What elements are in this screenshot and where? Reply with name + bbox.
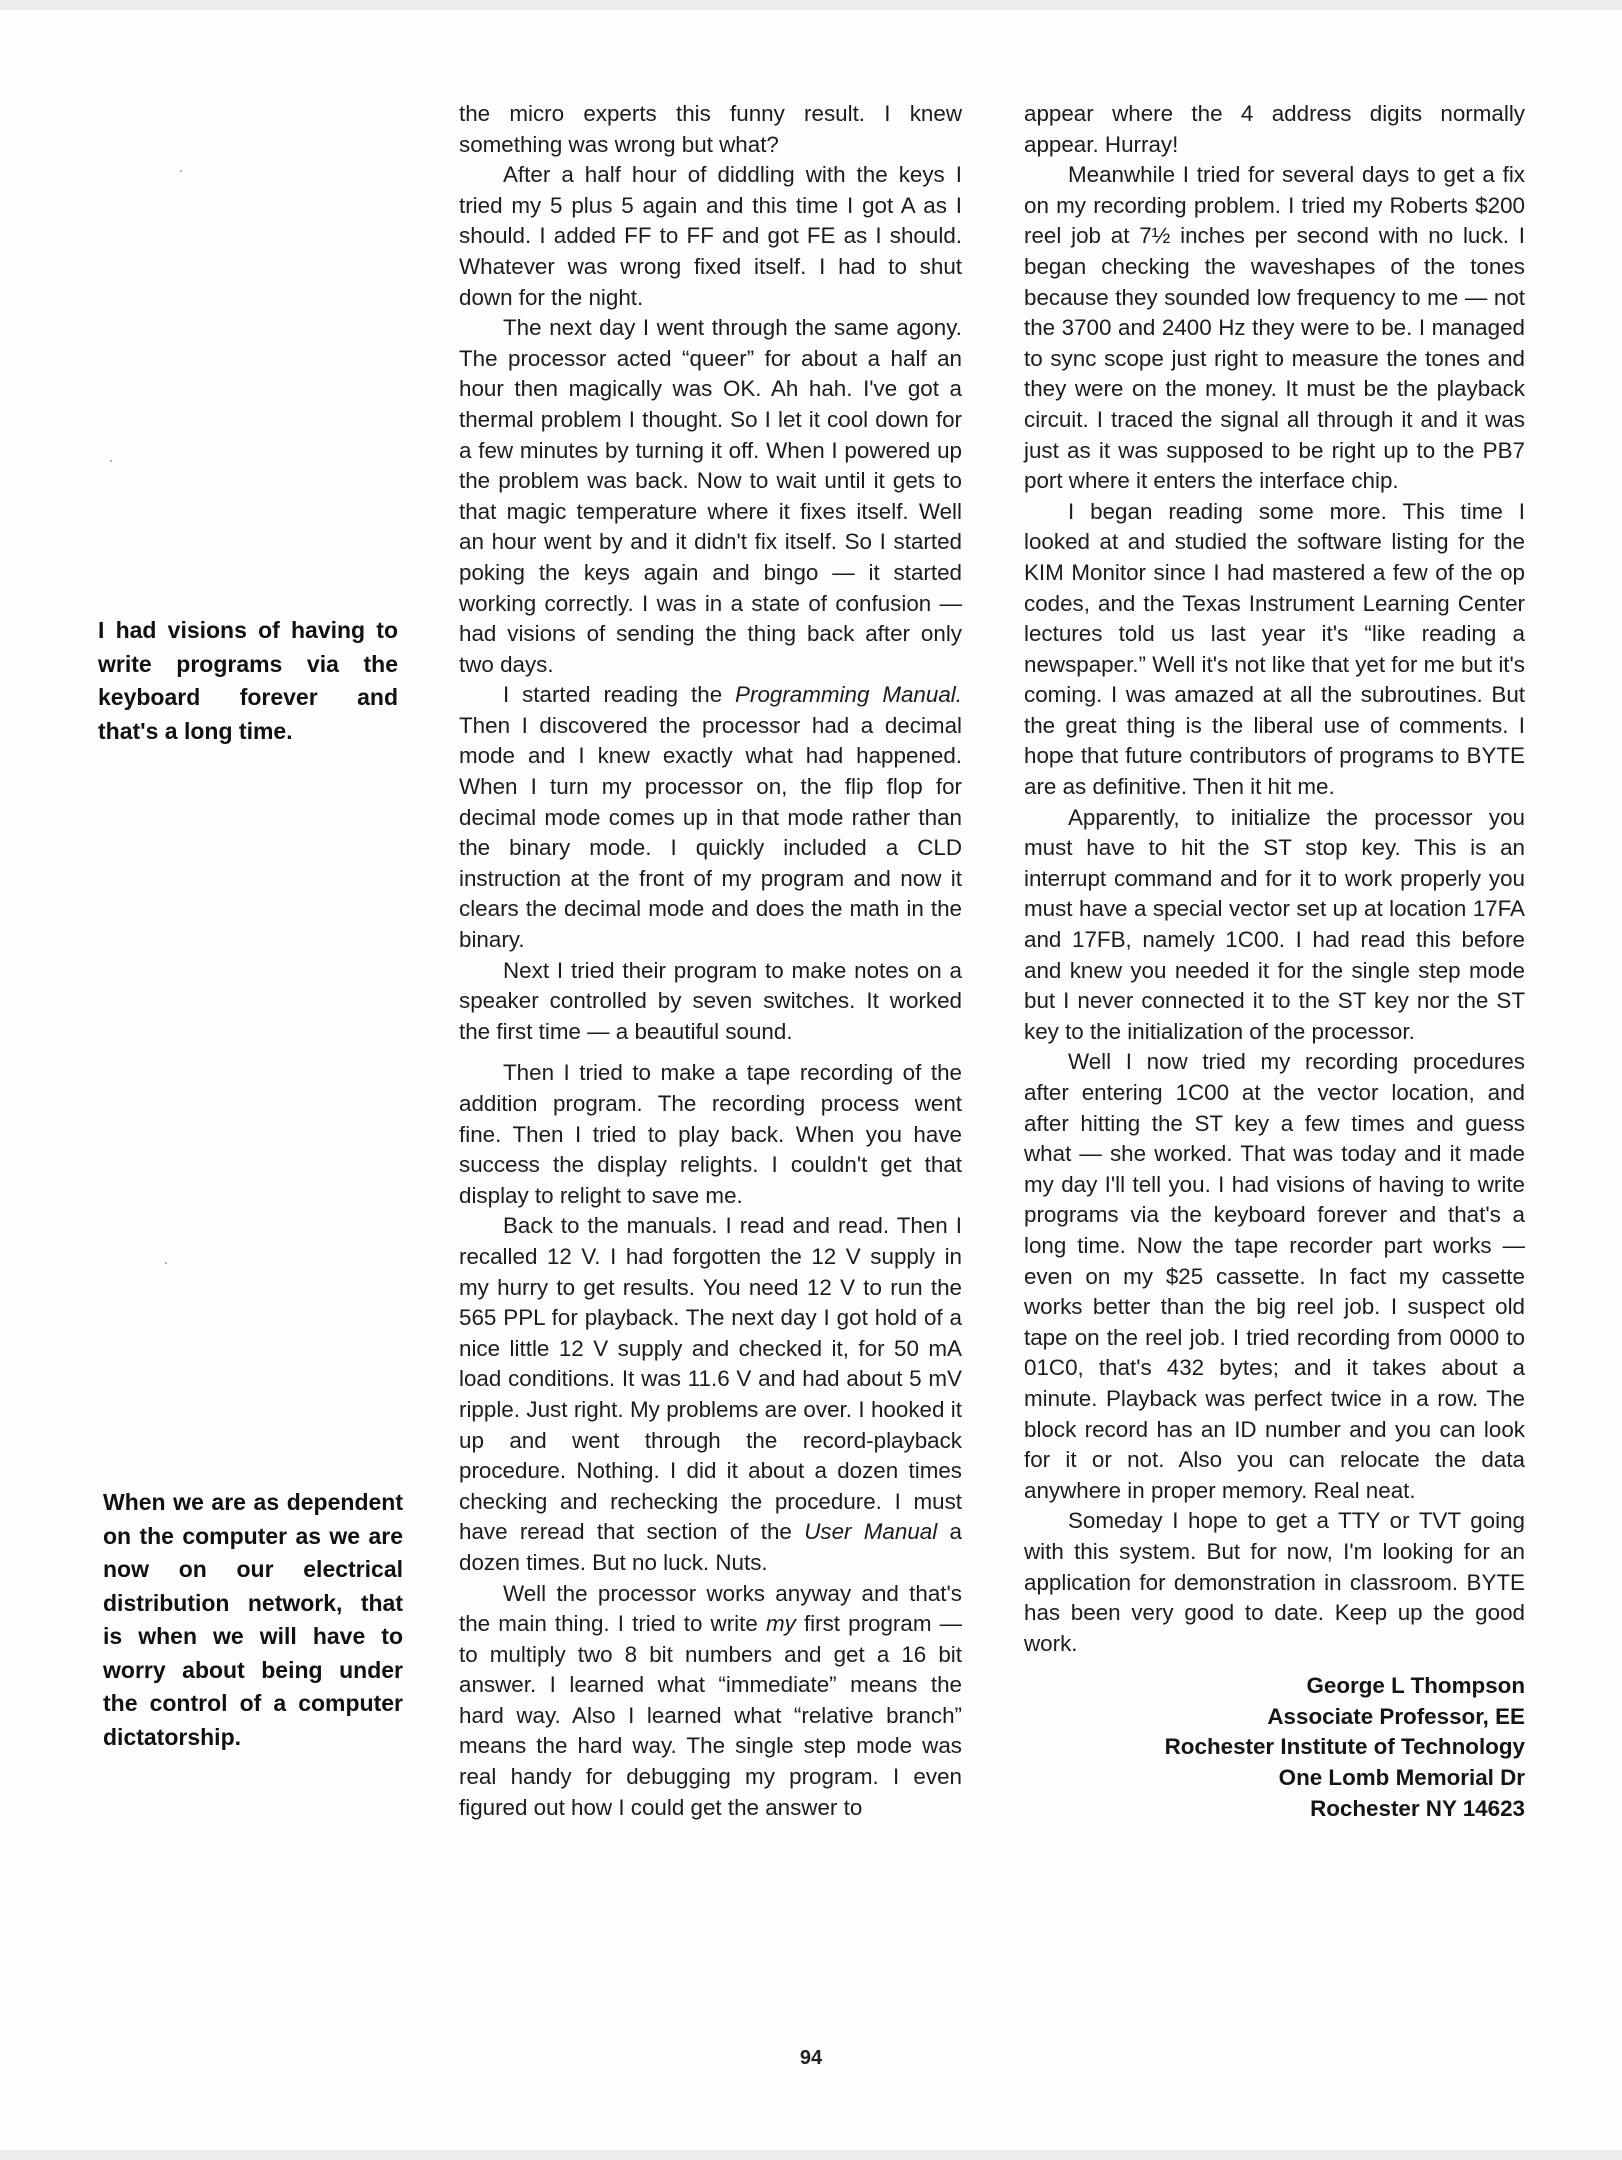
scan-speck [180, 170, 182, 172]
text-run: first program — to multiply two 8 bit numbers and get a 16 bit answer. I learned what “immediate” means the hard way. Also I learned what “relative branch” means the hard way. The single step mode was real handy for debugging my program. I even figured out how I could get the answer to [459, 1611, 962, 1820]
italic-title: Programming Manual. [735, 682, 962, 708]
paragraph: Meanwhile I tried for several days to get a fix on my recording problem. I tried my Roberts $200 reel job at 7½ inches per second with no luck. I began checking the waveshapes of the tones because they sounded low frequency to me — not the 3700 and 2400 Hz they were to be. I managed to sync scope just right to measure the tones and they were on the money. It must be the playback circuit. I traced the signal all through it and it was just as it was supposed to be right up to the PB7 port where it enters the interface chip. [1024, 162, 1525, 494]
text-run: Then I discovered the processor had a decimal mode and I knew exactly what had happened. When I turn my processor on, the flip flop for decimal mode comes up in that mode rather than the binary mode. I quickly included a CLD instruction at the front of my program and now it clears the decimal mode and does the math in the binary. [459, 712, 962, 953]
scan-bottom-edge [0, 2150, 1622, 2160]
scan-speck [110, 460, 112, 462]
paragraph [459, 1579, 962, 1824]
paragraph: After a half hour of diddling with the keys I tried my 5 plus 5 again and this time I got A as I should. I added FF to FF and got FE as I should. Whatever was wrong fixed itself. I had to shut down for the night. [459, 162, 962, 310]
pull-quote-keyboard: I had visions of having to write programs via the keyboard forever and that's a long time. [98, 617, 398, 744]
paragraph: I began reading some more. This time I looked at and studied the software listing for the KIM Monitor since I had mastered a few of the op codes, and the Texas Instrument Learning Center lectures told us last year it's “like reading a newspaper.” Well it's not like that yet for me but it's coming. I was amazed at all the subroutines. But the great thing is the liberal use of comments. I hope that future contributors of programs to BYTE are as definitive. Then it hit me. [1024, 498, 1525, 800]
italic-word: my [765, 1611, 796, 1637]
paragraph: the micro experts this funny result. I knew something was wrong but what? [459, 101, 962, 157]
text-run: Well the processor works anyway and that's the main thing. I tried to write [459, 1580, 962, 1637]
paragraph: Someday I hope to get a TTY or TVT going with this system. But for now, I'm looking for an application for demonstration in classroom. BYTE has been very good to date. Keep up the good work. [1024, 1508, 1525, 1656]
pull-quote-dictatorship: When we are as dependent on the computer as we are now on our electrical distribution network, that is when we will have to worry about being under the control of a computer dictatorship. [103, 1489, 403, 1750]
paragraph [459, 680, 962, 955]
scan-top-edge [0, 0, 1622, 10]
paragraph: appear where the 4 address digits normally appear. Hurray! [1024, 101, 1525, 157]
author-institution: Rochester Institute of Technology [1164, 1734, 1525, 1760]
author-city: Rochester NY 14623 [1310, 1795, 1525, 1821]
text-run: a dozen times. But no luck. Nuts. [459, 1519, 962, 1575]
text-run: Back to the manuals. I read and read. Then I recalled 12 V. I had forgotten the 12 V supply in my hurry to get results. You need 12 V to run the 565 PPL for playback. The next day I got hold of a nice little 12 V supply and checked it, for 50 mA load conditions. It was 11.6 V and had about 5 mV ripple. Just right. My problems are over. I hooked it up and went through the record-playback procedure. Nothing. I did it about a dozen times checking and rechecking the procedure. I must have reread that section of the [459, 1213, 962, 1545]
paragraph [459, 1211, 962, 1578]
article-column-right [1024, 99, 1525, 1824]
text-run: I started reading the [503, 682, 723, 708]
paragraph: Apparently, to initialize the processor you must have to hit the ST stop key. This is an interrupt command and for it to work properly you must have a special vector set up at location 17FA and 17FB, namely 1C00. I had read this before and knew you needed it for the single step mode but I never connected it to the ST key nor the ST key to the initialization of the processor. [1024, 804, 1525, 1044]
italic-title: User Manual [804, 1519, 938, 1545]
page-number: 94 [799, 2047, 823, 2069]
paragraph: The next day I went through the same agony. The processor acted “queer” for about a half an hour then magically was OK. Ah hah. I've got a thermal problem I thought. So I let it cool down for a few minutes by turning it off. When I powered up the problem was back. Now to wait until it gets to that magic temperature where it fixes itself. Well an hour went by and it didn't fix itself. So I started poking the keys again and bingo — it started working correctly. I was in a state of confusion — had visions of sending the thing back after only two days. [459, 315, 962, 677]
scan-speck [165, 1262, 167, 1264]
author-street: One Lomb Memorial Dr [1278, 1765, 1525, 1791]
author-name: George L Thompson [1306, 1673, 1525, 1699]
paragraph: Then I tried to make a tape recording of the addition program. The recording process went fine. Then I tried to play back. When you have success the display relights. I couldn't get that display to relight to save me. [459, 1060, 962, 1208]
paragraph: Next I tried their program to make notes on a speaker controlled by seven switches. It worked the first time — a beautiful sound. [459, 957, 962, 1044]
article-column-left [459, 99, 962, 1823]
author-signature [1024, 1671, 1525, 1824]
author-title: Associate Professor, EE [1267, 1703, 1525, 1729]
paragraph: Well I now tried my recording procedures after entering 1C00 at the vector location, and after hitting the ST key a few times and guess what — she worked. That was today and it made my day I'll tell you. I had visions of having to write programs via the keyboard forever and that's a long time. Now the tape recorder part works — even on my $25 cassette. In fact my cassette works better than the big reel job. I suspect old tape on the reel job. I tried recording from 0000 to 01C0, that's 432 bytes; and it takes about a minute. Playback was perfect twice in a row. The block record has an ID number and you can look for it or not. Also you can relocate the data anywhere in proper memory. Real neat. [1024, 1049, 1525, 1503]
